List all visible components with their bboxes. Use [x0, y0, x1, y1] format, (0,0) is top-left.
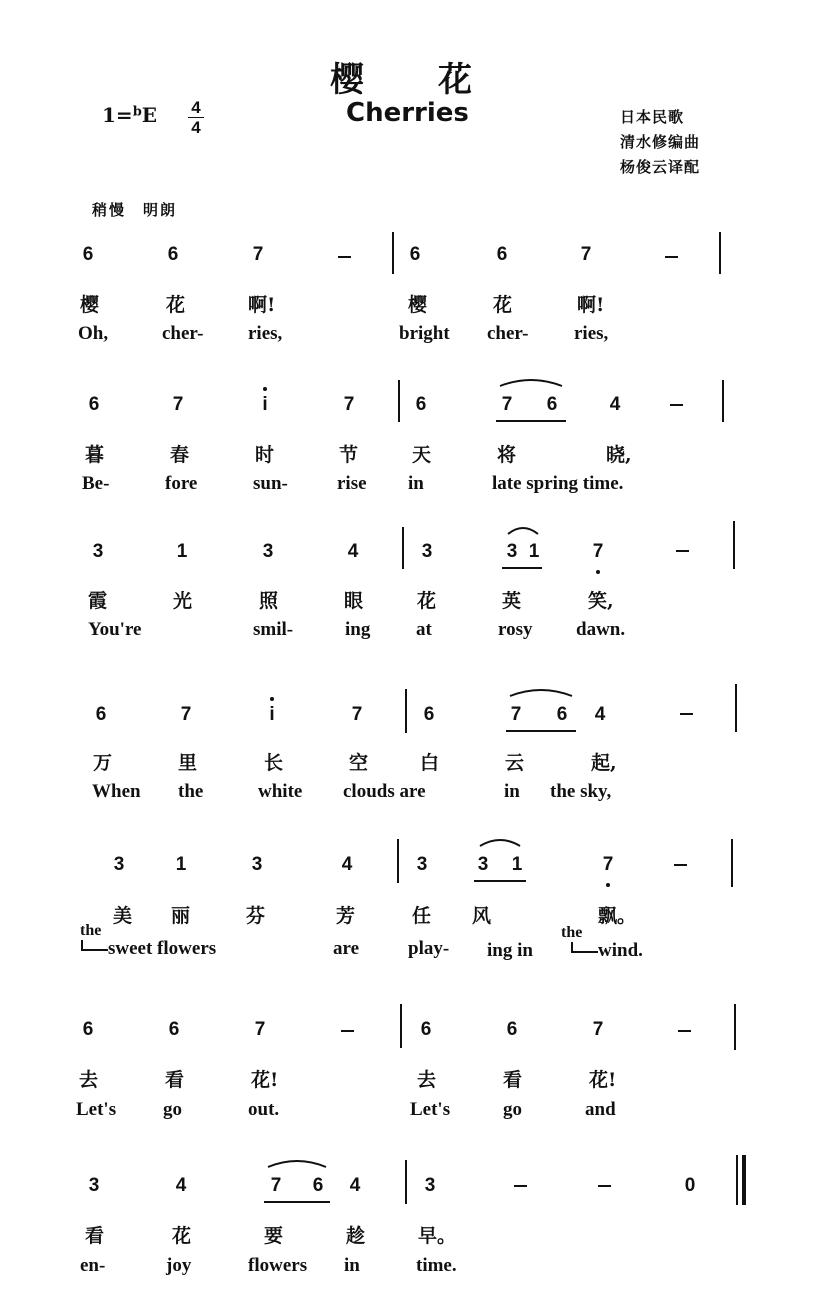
lyric-cn: 看	[165, 1069, 185, 1091]
note: 4	[349, 1175, 361, 1196]
lyric-en: late spring time.	[492, 473, 624, 494]
lyric-cn: 花!	[589, 1069, 617, 1091]
lyric-cn: 将	[497, 444, 517, 466]
lyric-cn: 霞	[88, 590, 108, 612]
lyric-en: time.	[416, 1255, 457, 1276]
note: 6	[420, 1019, 432, 1040]
slur	[506, 522, 540, 536]
eighth-beam	[506, 730, 576, 732]
barline	[397, 839, 399, 883]
lyric-cn: 晓,	[606, 444, 632, 466]
lyric-en: When	[92, 781, 141, 802]
note: 7	[510, 704, 522, 725]
lyric-en: cher-	[162, 323, 204, 344]
final-barline-thin	[736, 1155, 738, 1205]
high-octave-dot	[270, 697, 274, 701]
note: i	[269, 704, 275, 725]
note: 4	[347, 541, 359, 562]
extension-dash	[678, 1030, 691, 1032]
note: 7	[351, 704, 363, 725]
note: 7	[252, 244, 264, 265]
lyric-en: flowers	[248, 1255, 308, 1276]
lyric-en: the sky,	[550, 781, 612, 802]
credit-arranger: 清水修编曲	[620, 133, 701, 151]
tempo-marking: 稍慢 明朗	[92, 201, 178, 219]
lyric-cn: 花!	[251, 1069, 279, 1091]
lyric-cn: 去	[417, 1069, 437, 1091]
lyric-en: out.	[248, 1099, 280, 1120]
note: 4	[594, 704, 606, 725]
note: 6	[82, 1019, 94, 1040]
barline	[735, 684, 737, 732]
time-bottom: 4	[191, 118, 201, 137]
lyric-cn: 暮	[85, 444, 105, 466]
lyric-cn: 节	[339, 444, 359, 466]
lyric-en: in	[344, 1255, 360, 1276]
note: 3	[421, 541, 433, 562]
key-prefix: 1=	[102, 103, 133, 127]
high-octave-dot	[263, 387, 267, 391]
lyric-cn: 里	[178, 752, 198, 774]
lyric-en: ries,	[574, 323, 609, 344]
note: 6	[95, 704, 107, 725]
barline	[402, 527, 404, 569]
lyric-en: smil-	[253, 619, 294, 640]
lyric-cn: 白	[420, 752, 440, 774]
key-signature	[102, 103, 157, 127]
lyric-cn: 花	[166, 294, 186, 316]
note: 7	[254, 1019, 266, 1040]
lyric-en: the	[178, 781, 204, 802]
extension-dash	[338, 256, 351, 258]
note: 6	[546, 394, 558, 415]
lyric-cn: 早。	[418, 1225, 457, 1247]
note: 7	[580, 244, 592, 265]
lyric-cn: 照	[259, 590, 279, 612]
barline	[722, 380, 724, 422]
lyric-en: wind.	[598, 940, 643, 961]
note: 6	[82, 244, 94, 265]
barline	[734, 1004, 736, 1050]
time-signature	[186, 98, 206, 137]
lyric-cn: 樱	[80, 294, 100, 316]
eighth-beam	[496, 420, 566, 422]
lyric-cn: 美	[113, 905, 133, 927]
lyric-cn: 光	[173, 590, 193, 612]
note: 3	[416, 854, 428, 875]
barline	[733, 521, 735, 569]
note: 3	[262, 541, 274, 562]
lyric-en: in	[504, 781, 520, 802]
note: 3	[477, 854, 489, 875]
lyric-cn: 去	[79, 1069, 99, 1091]
extension-dash	[680, 713, 693, 715]
lyric-en: en-	[80, 1255, 106, 1276]
barline	[405, 689, 407, 733]
note: 1	[511, 854, 523, 875]
lyric-en: bright	[399, 323, 450, 344]
tie-hook	[80, 938, 110, 954]
lyric-en: sun-	[253, 473, 288, 494]
lyric-en: sweet flowers	[108, 938, 217, 959]
lyric-en: and	[585, 1099, 616, 1120]
lyric-cn: 眼	[344, 590, 364, 612]
lyric-en: play-	[408, 938, 450, 959]
note: 4	[341, 854, 353, 875]
lyric-cn: 花	[417, 590, 437, 612]
lyric-cn: 飘。	[598, 905, 637, 927]
lyric-cn: 任	[412, 905, 432, 927]
lyric-en: clouds are	[343, 781, 426, 802]
extension-dash	[676, 550, 689, 552]
barline	[405, 1160, 407, 1204]
eighth-beam	[502, 567, 542, 569]
title-english: Cherries	[346, 98, 469, 128]
note: 7	[180, 704, 192, 725]
note: 4	[175, 1175, 187, 1196]
lyric-cn: 笑,	[588, 590, 614, 612]
lyric-en: rise	[337, 473, 367, 494]
note: 6	[88, 394, 100, 415]
note: 1	[175, 854, 187, 875]
note: 6	[168, 1019, 180, 1040]
final-barline-thick	[742, 1155, 746, 1205]
note: 7	[602, 854, 614, 875]
slur	[266, 1155, 328, 1169]
lyric-en: ing	[345, 619, 371, 640]
lyric-en: at	[416, 619, 432, 640]
lyric-en: joy	[166, 1255, 192, 1276]
note: 3	[88, 1175, 100, 1196]
note: 3	[251, 854, 263, 875]
lyric-en: rosy	[498, 619, 533, 640]
note: 1	[176, 541, 188, 562]
lyric-en: are	[333, 938, 360, 959]
lyric-cn: 趁	[346, 1225, 366, 1247]
low-octave-dot	[596, 570, 600, 574]
lyric-en: Oh,	[78, 323, 109, 344]
lyric-cn: 长	[264, 752, 284, 774]
lyric-cn: 看	[85, 1225, 105, 1247]
note: 7	[501, 394, 513, 415]
barline	[398, 380, 400, 422]
extension-dash	[598, 1185, 611, 1187]
note: 7	[270, 1175, 282, 1196]
lyric-en: in	[408, 473, 424, 494]
note: 6	[423, 704, 435, 725]
lyric-cn: 看	[503, 1069, 523, 1091]
lyric-cn: 英	[502, 590, 522, 612]
lyric-en: ing in	[487, 940, 533, 961]
lyric-cn: 万	[93, 752, 113, 774]
lyric-cn: 丽	[171, 905, 191, 927]
note: 6	[415, 394, 427, 415]
barline	[719, 232, 721, 274]
lyric-en: Let's	[410, 1099, 451, 1120]
lyric-cn: 天	[412, 444, 432, 466]
barline	[400, 1004, 402, 1048]
lyric-en-above: the	[561, 924, 583, 941]
lyric-en: Let's	[76, 1099, 117, 1120]
lyric-en: go	[163, 1099, 182, 1120]
lyric-en: dawn.	[576, 619, 626, 640]
note: 3	[92, 541, 104, 562]
note: 7	[172, 394, 184, 415]
key-flat: b	[132, 104, 142, 120]
lyric-cn: 花	[493, 294, 513, 316]
lyric-en: white	[258, 781, 303, 802]
extension-dash	[670, 404, 683, 406]
lyric-en: fore	[165, 473, 198, 494]
lyric-cn: 起,	[591, 752, 617, 774]
lyric-cn: 啊!	[248, 294, 276, 316]
note: 3	[506, 541, 518, 562]
note: 6	[556, 704, 568, 725]
eighth-beam	[264, 1201, 330, 1203]
extension-dash	[341, 1030, 354, 1032]
lyric-en: You're	[88, 619, 142, 640]
lyric-cn: 要	[264, 1225, 284, 1247]
lyric-cn: 时	[255, 444, 275, 466]
slur	[478, 834, 522, 848]
note: 7	[343, 394, 355, 415]
key-note: E	[141, 103, 158, 127]
note: 1	[528, 541, 540, 562]
note: 7	[592, 541, 604, 562]
low-octave-dot	[606, 883, 610, 887]
lyric-cn: 春	[170, 444, 190, 466]
lyric-cn: 花	[172, 1225, 192, 1247]
lyric-cn: 空	[349, 752, 369, 774]
note: 6	[167, 244, 179, 265]
credit-translator: 杨俊云译配	[620, 158, 701, 176]
rest-note: 0	[684, 1175, 696, 1196]
lyric-cn: 芳	[336, 905, 356, 927]
slur	[508, 684, 574, 698]
lyric-en: Be-	[82, 473, 110, 494]
lyric-en: cher-	[487, 323, 529, 344]
note: 6	[496, 244, 508, 265]
lyric-cn: 云	[505, 752, 525, 774]
eighth-beam	[474, 880, 526, 882]
credit-origin: 日本民歌	[620, 108, 685, 126]
note: 6	[506, 1019, 518, 1040]
lyric-en: ries,	[248, 323, 283, 344]
extension-dash	[514, 1185, 527, 1187]
lyric-en-above: the	[80, 922, 102, 939]
note: 4	[609, 394, 621, 415]
slur	[498, 374, 564, 388]
tie-hook	[570, 940, 600, 956]
barline	[392, 232, 394, 274]
title-chinese: 樱 花	[330, 60, 474, 100]
lyric-cn: 芬	[246, 905, 266, 927]
note: i	[262, 394, 268, 415]
extension-dash	[674, 864, 687, 866]
extension-dash	[665, 256, 678, 258]
note: 6	[312, 1175, 324, 1196]
note: 3	[113, 854, 125, 875]
note: 7	[592, 1019, 604, 1040]
barline	[731, 839, 733, 887]
lyric-en: go	[503, 1099, 522, 1120]
lyric-cn: 风	[472, 905, 492, 927]
lyric-cn: 樱	[408, 294, 428, 316]
note: 6	[409, 244, 421, 265]
lyric-cn: 啊!	[577, 294, 605, 316]
time-top: 4	[191, 98, 201, 117]
note: 3	[424, 1175, 436, 1196]
